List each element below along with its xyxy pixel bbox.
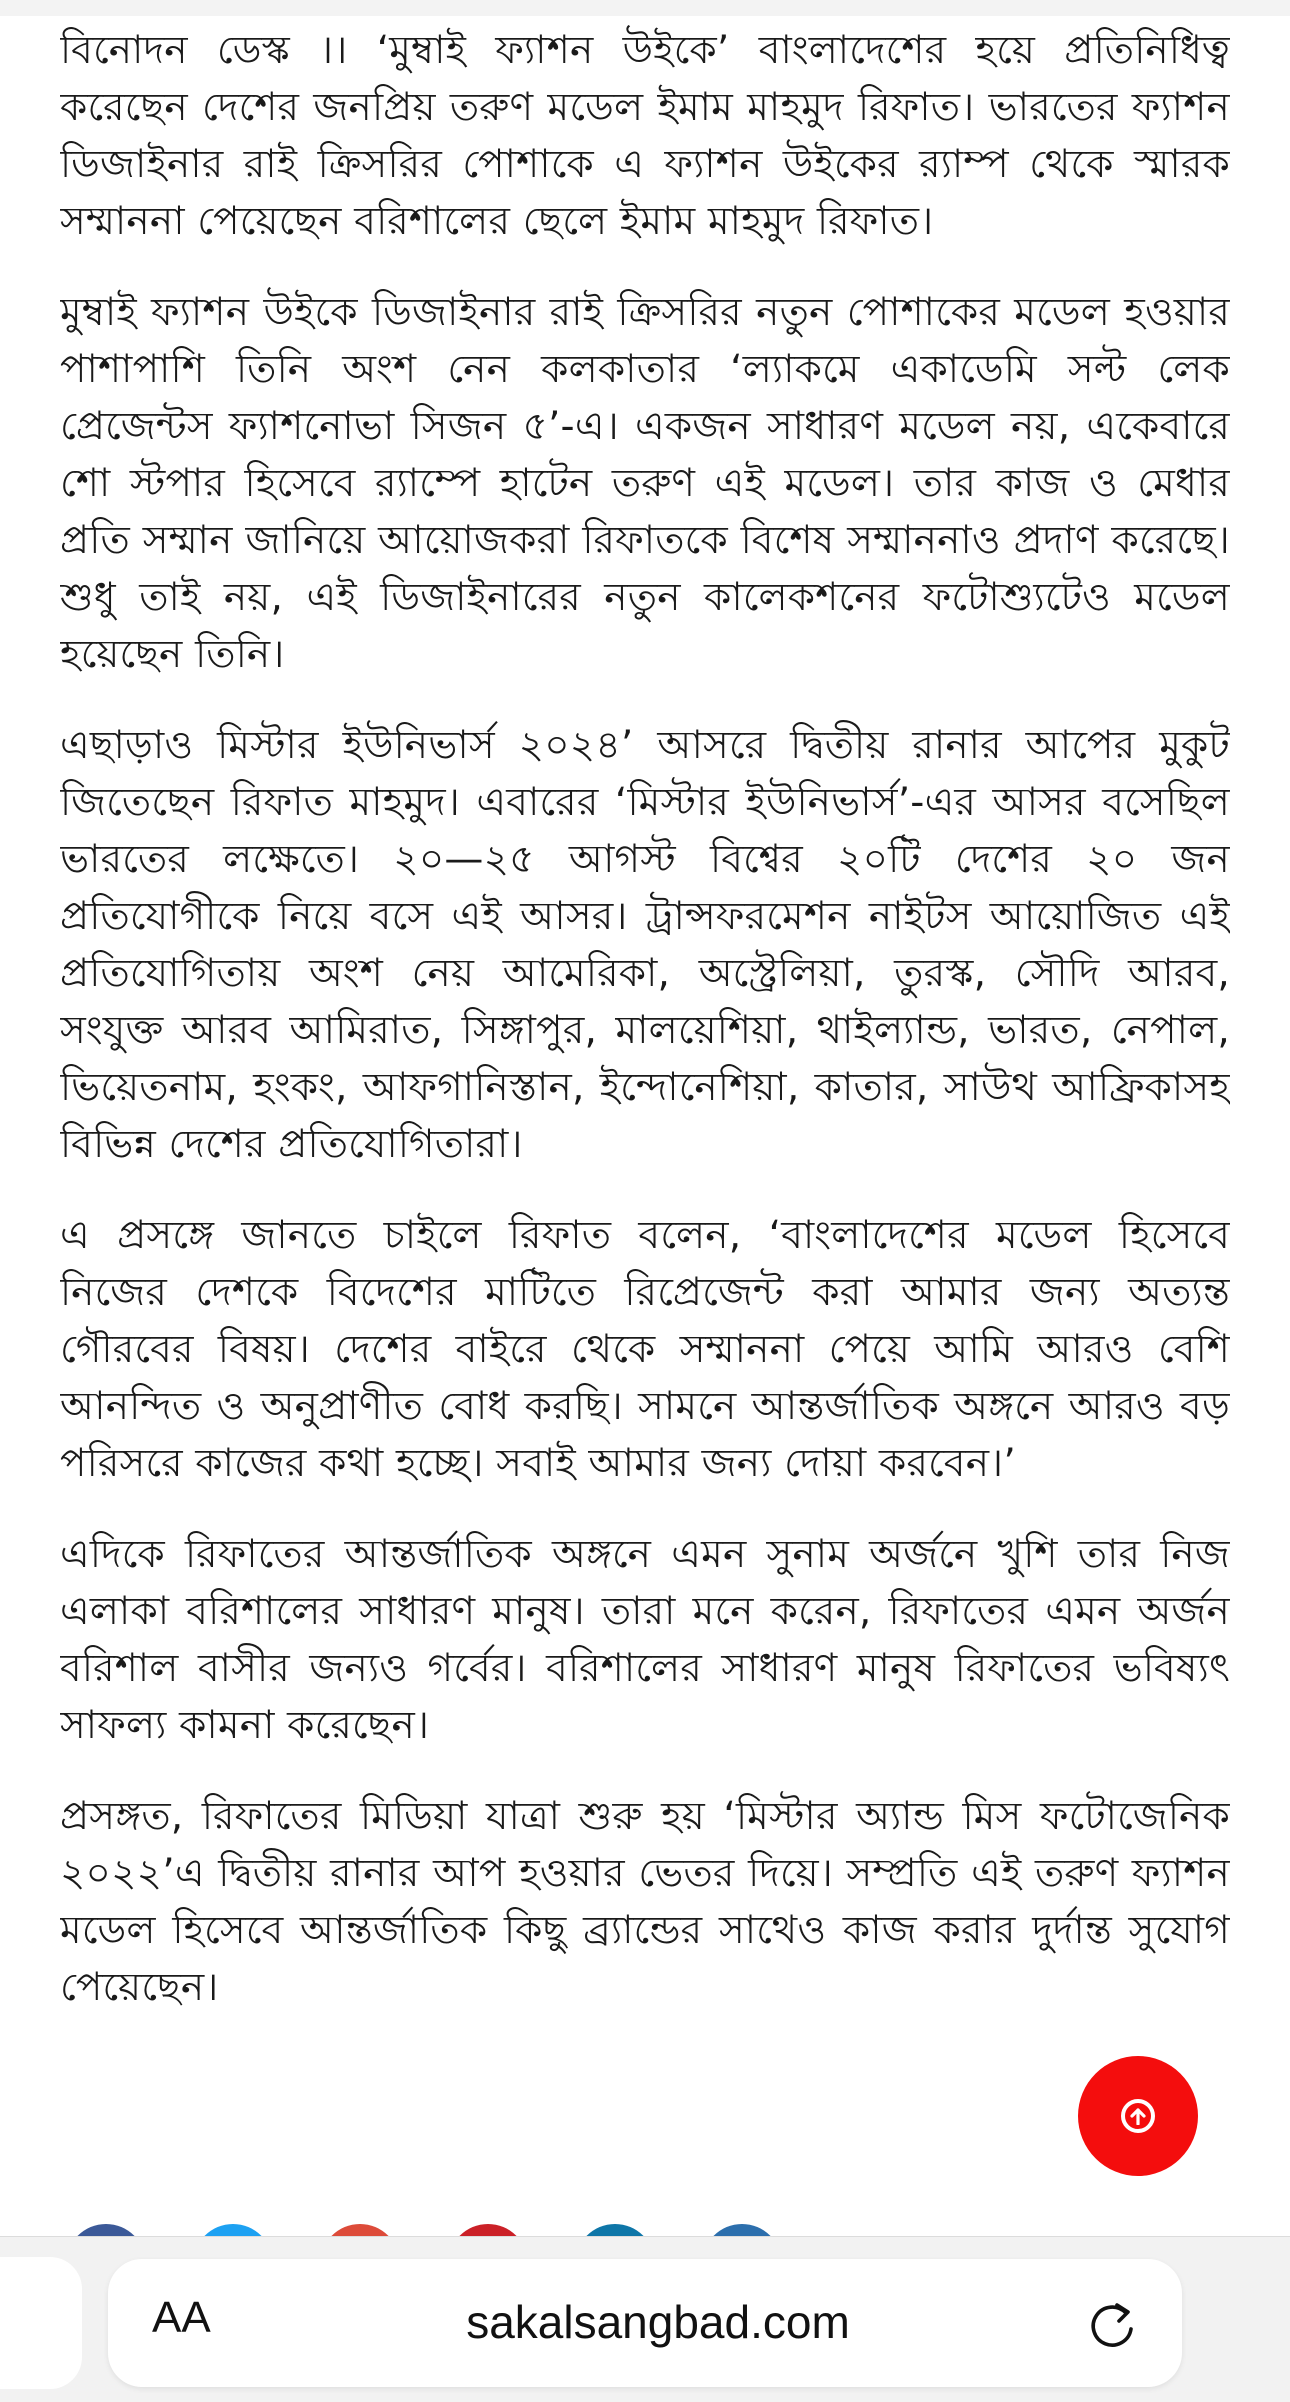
article-paragraph: এ প্রসঙ্গে জানতে চাইলে রিফাত বলেন, ‘বাংলাদেশের মডেল হিসেবে নিজের দেশকে বিদেশের মাটিতে রিপ্রেজেন্ট করা আমার জন্য অত্যন্ত গৌরবের বিষয়। দেশের বাইরে থেকে সম্মাননা পেয়ে আমি আরও বেশি আনন্দিত ও অনুপ্রাণীত বোধ করছি। সামনে আন্তর্জাতিক অঙ্গনে আরও বড় পরিসরে কাজের কথা হচ্ছে। সবাই আমার জন্য দোয়া করবেন।’ (60, 1213, 1230, 1486)
top-edge (0, 0, 1290, 16)
article-paragraph: বিনোদন ডেস্ক ।। ‘মুম্বাই ফ্যাশন উইকে’ বাংলাদেশের হয়ে প্রতিনিধিত্ব করেছেন দেশের জনপ্রিয় তরুণ মডেল ইমাম মাহমুদ রিফাত। ভারতের ফ্যাশন ডিজাইনার রাই ক্রিসরির পোশাকে এ ফ্যাশন উইকের র‍্যাম্প থেকে স্মারক সম্মাননা পেয়েছেন বরিশালের ছেলে ইমাম মাহমুদ রিফাত। (60, 28, 1230, 244)
linkedin-icon[interactable] (575, 2224, 655, 2236)
article-paragraph: এদিকে রিফাতের আন্তর্জাতিক অঙ্গনে এমন সুনাম অর্জনে খুশি তার নিজ এলাকা বরিশালের সাধারণ মানুষ। তারা মনে করেন, রিফাতের এমন অর্জন বরিশাল বাসীর জন্যও গর্বের। বরিশালের সাধারণ মানুষ রিফাতের ভবিষ্যৎ সাফল্য কামনা করেছেন। (60, 1532, 1230, 1748)
twitter-icon[interactable] (193, 2224, 273, 2236)
article-paragraph: প্রসঙ্গত, রিফাতের মিডিয়া যাত্রা শুরু হয় ‘মিস্টার অ্যান্ড মিস ফটোজেনিক ২০২২’এ দ্বিতীয় রানার আপ হওয়ার ভেতর দিয়ে। সম্প্রতি এই তরুণ ফ্যাশন মডেল হিসেবে আন্তর্জাতিক কিছু ব্র্যান্ডের সাথেও কাজ করার দুর্দান্ত সুযোগ পেয়েছেন। (60, 1794, 1230, 2010)
facebook-icon[interactable] (66, 2224, 146, 2236)
article-paragraph: এছাড়াও মিস্টার ইউনিভার্স ২০২৪’ আসরে দ্বিতীয় রানার আপের মুকুট জিতেছেন রিফাত মাহমুদ। এবারের ‘মিস্টার ইউনিভার্স’-এর আসর বসেছিল ভারতের লক্ষেতে। ২০—২৫ আগস্ট বিশ্বের ২০টি দেশের ২০ জন প্রতিযোগীকে নিয়ে বসে এই আসর। ট্রান্সফরমেশন নাইটস আয়োজিত এই প্রতিযোগিতায় অংশ নেয় আমেরিকা, অস্ট্রেলিয়া, তুরস্ক, সৌদি আরব, সংযুক্ত আরব আমিরাত, সিঙ্গাপুর, মালয়েশিয়া, থাইল্যান্ড, ভারত, নেপাল, ভিয়েতনাম, হংকং, আফগানিস্তান, ইন্দোনেশিয়া, কাতার, সাউথ আফ্রিকাসহ বিভিন্ন দেশের প্রতিযোগিতারা। (60, 723, 1230, 1167)
share-buttons-row (0, 2216, 1290, 2236)
arrow-up-circle-icon (1121, 2099, 1155, 2133)
browser-toolbar (0, 2236, 1290, 2402)
text-size-button[interactable] (152, 2293, 211, 2343)
article-paragraph: মুম্বাই ফ্যাশন উইকে ডিজাইনার রাই ক্রিসরির নতুন পোশাকের মডেল হওয়ার পাশাপাশি তিনি অংশ নেন কলকাতার ‘ল্যাকমে একাডেমি সল্ট লেক প্রেজেন্টস ফ্যাশনোভা সিজন ৫’-এ। একজন সাধারণ মডেল নয়, একেবারে শো স্টপার হিসেবে র‍্যাম্পে হাটেন তরুণ এই মডেল। তার কাজ ও মেধার প্রতি সম্মান জানিয়ে আয়োজকরা রিফাতকে বিশেষ সম্মাননাও প্রদাণ করেছে। শুধু তাই নয়, এই ডিজাইনারের নতুন কালেকশনের ফটোশ্যুটেও মডেল হয়েছেন তিনি। (60, 290, 1230, 677)
text-size-label: AA (152, 2293, 211, 2342)
reload-icon[interactable] (1086, 2299, 1138, 2351)
google-plus-icon[interactable] (320, 2224, 400, 2236)
article-body (60, 22, 1230, 2162)
address-bar[interactable] (108, 2259, 1182, 2387)
share-icon[interactable] (702, 2224, 782, 2236)
url-text[interactable]: sakalsangbad.com (466, 2296, 850, 2348)
previous-tab-peek[interactable] (0, 2257, 82, 2389)
pinterest-icon[interactable] (448, 2224, 528, 2236)
scroll-to-top-button[interactable] (1078, 2056, 1198, 2176)
